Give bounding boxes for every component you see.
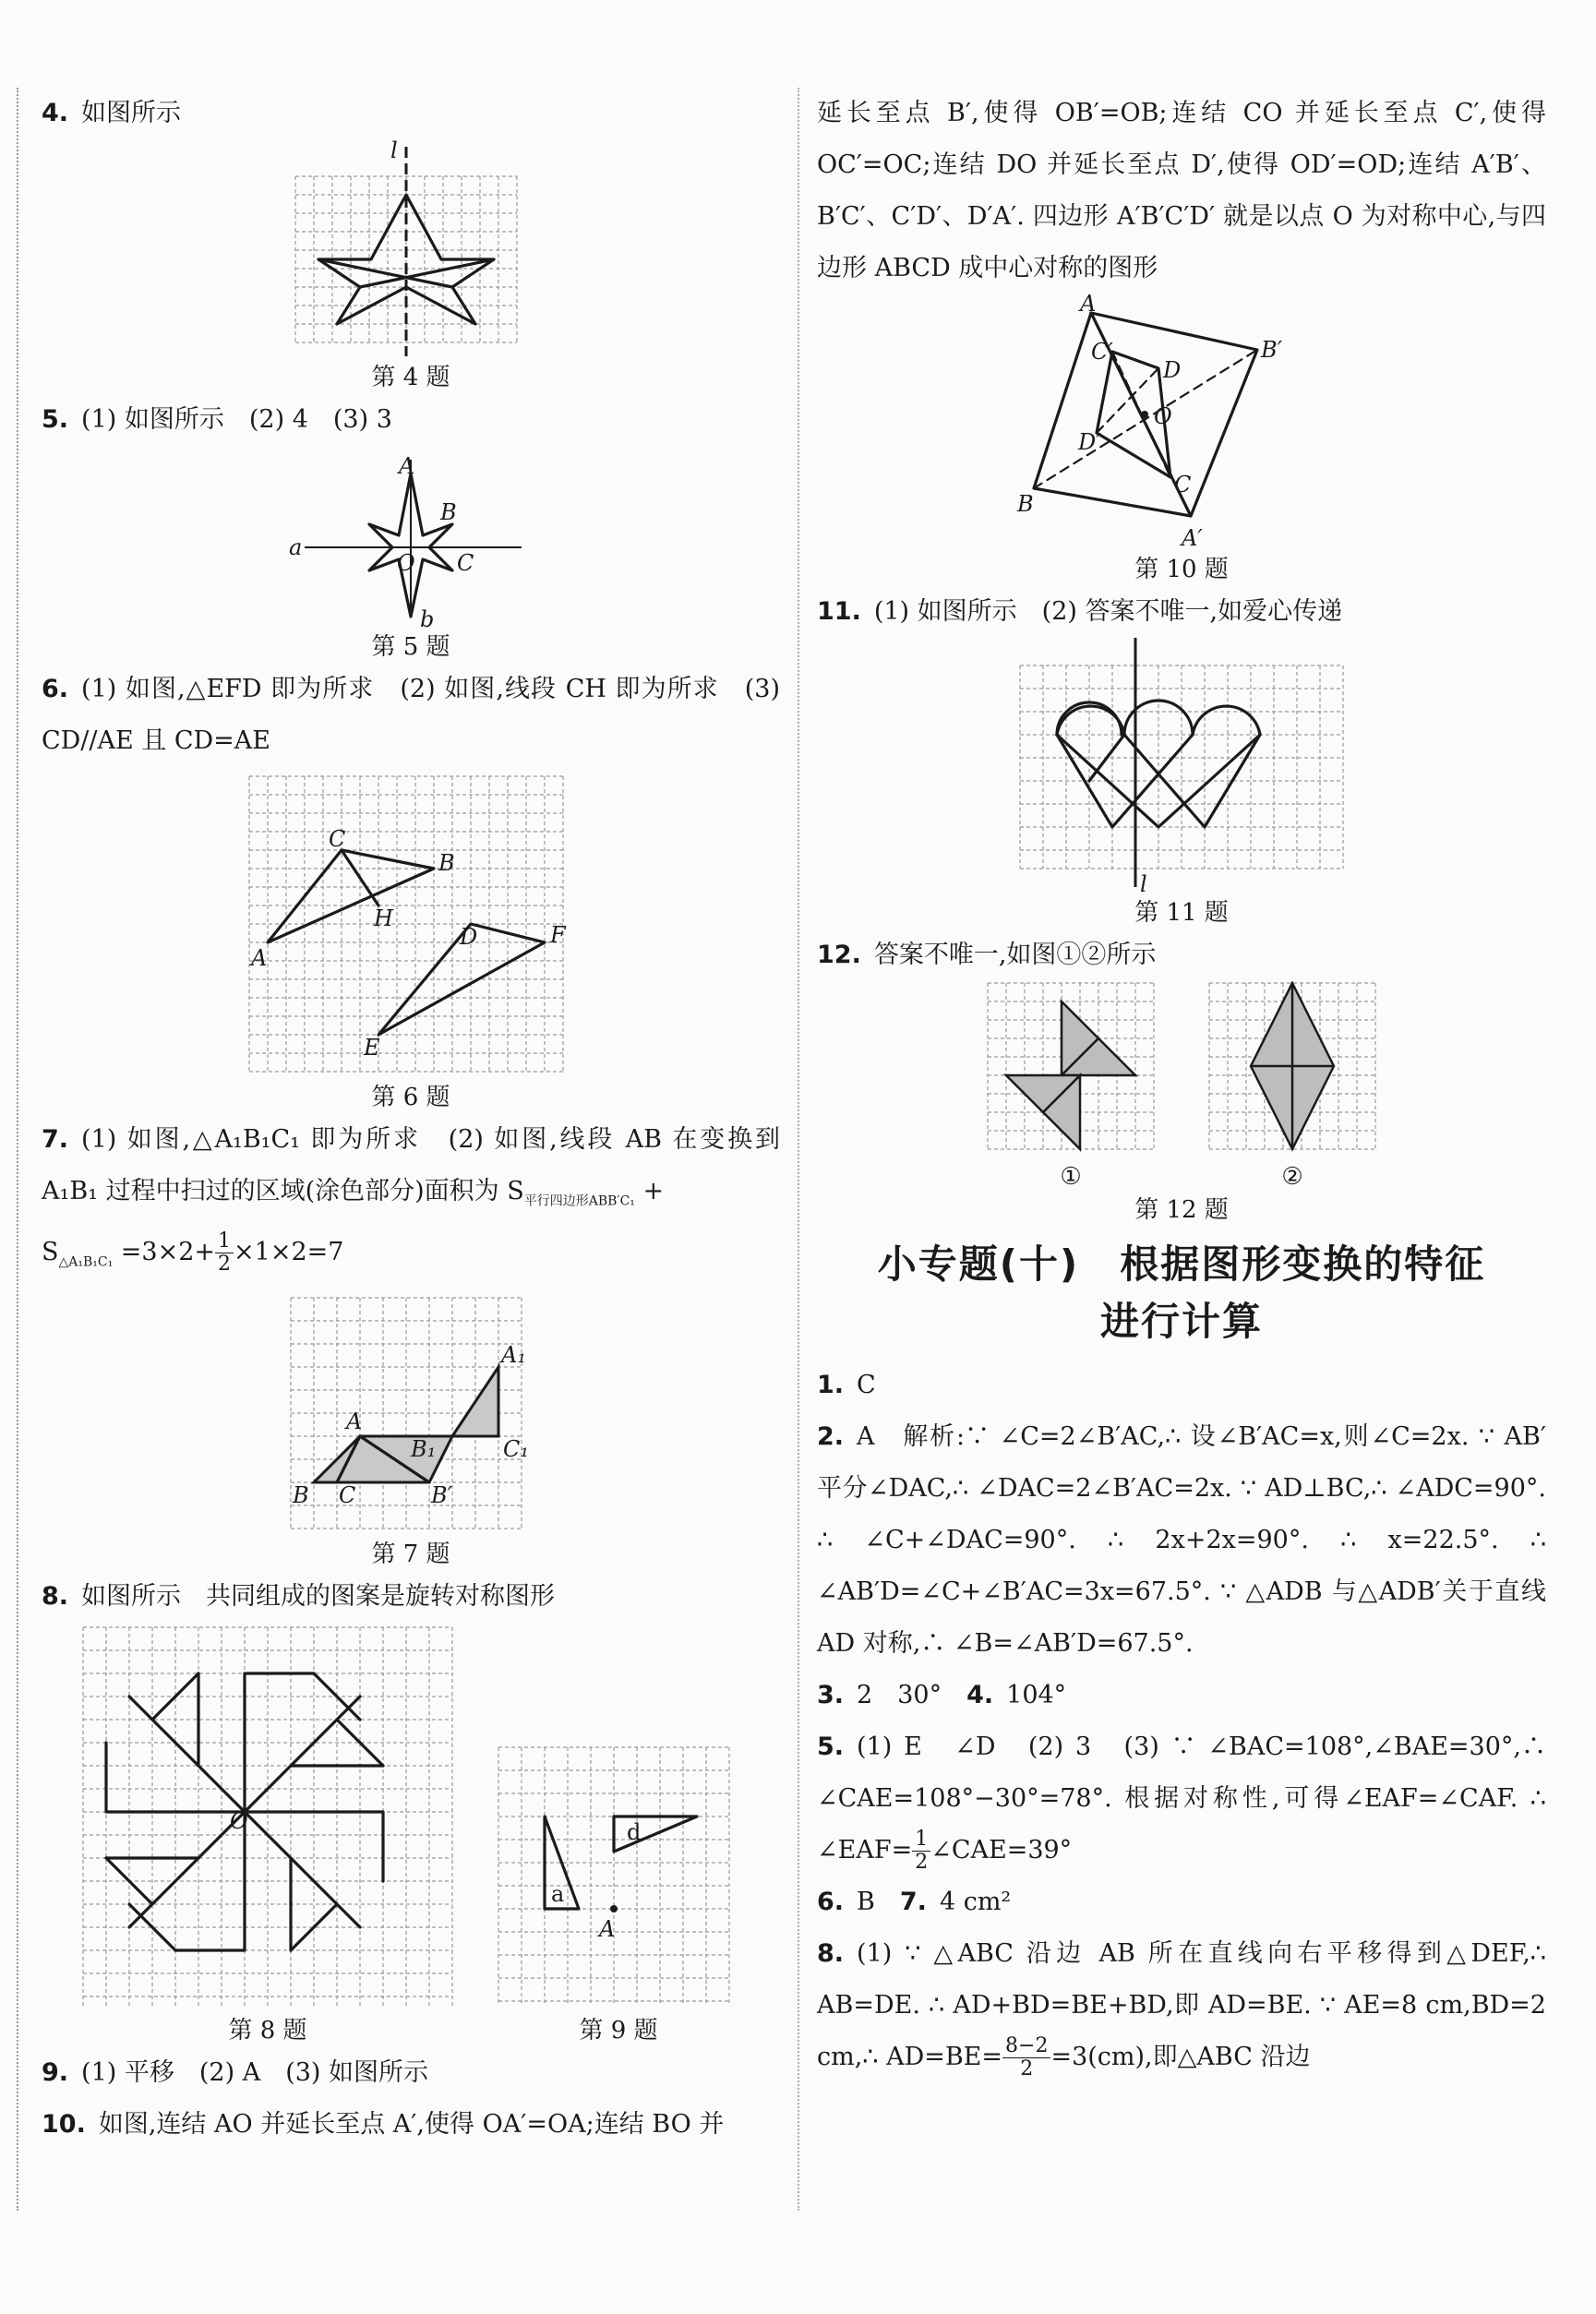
figure-5 <box>42 446 780 630</box>
answer-12: 12. 答案不唯一,如图①②所示 <box>817 941 1157 969</box>
svg-text:C: C <box>329 826 346 852</box>
axis-label-l: l <box>390 139 398 163</box>
left-column <box>42 88 780 2151</box>
caption-4: 第 4 题 <box>371 364 450 391</box>
figure-12-2 <box>1207 981 1378 1157</box>
answer-4: 4. 如图所示 <box>42 99 182 127</box>
svg-text:C′: C′ <box>1091 339 1113 365</box>
svg-text:C: C <box>457 550 474 576</box>
svg-text:a: a <box>551 1880 565 1907</box>
svg-text:D: D <box>1163 357 1182 383</box>
svg-text:B: B <box>1017 491 1034 517</box>
caption-6: 第 6 题 <box>371 1084 450 1111</box>
answer-s3-s4: 3. 2 30° 4. 104° <box>817 1681 1067 1709</box>
page-left-border <box>17 88 18 2211</box>
answer-10-start: 10. 如图,连结 AO 并延长至点 A′,使得 OA′=OA;连结 BO 并 <box>42 2109 725 2139</box>
svg-text:b: b <box>420 606 435 630</box>
figures-12 <box>817 981 1546 1193</box>
answer-6: 6. (1) 如图,△EFD 即为所求 (2) 如图,线段 CH 即为所求 (3) CD//AE 且 CD=AE <box>42 675 780 755</box>
answer-s1: 1. C <box>817 1371 876 1399</box>
svg-text:C₁: C₁ <box>503 1435 529 1462</box>
figure-9 <box>494 1743 743 2010</box>
caption-10: 第 10 题 <box>1134 556 1229 583</box>
caption-11: 第 11 题 <box>1134 899 1229 927</box>
svg-text:A′: A′ <box>1182 525 1203 551</box>
svg-text:a: a <box>289 534 303 560</box>
caption-5: 第 5 题 <box>371 633 450 661</box>
caption-8: 第 8 题 <box>228 2016 307 2044</box>
svg-text:B: B <box>293 1481 309 1508</box>
svg-text:B′: B′ <box>1261 337 1283 363</box>
svg-text:B′: B′ <box>431 1481 453 1508</box>
svg-text:A: A <box>399 453 415 479</box>
star-figure <box>258 139 563 361</box>
svg-text:B₁: B₁ <box>411 1435 437 1462</box>
figure-12-1-label: ① <box>1060 1163 1082 1191</box>
svg-text:D: D <box>460 924 478 950</box>
caption-12: 第 12 题 <box>1134 1196 1229 1224</box>
section-title: 小专题(十) 根据图形变换的特征 进行计算 <box>877 1241 1486 1344</box>
figures-8-9 <box>42 1623 780 2047</box>
svg-text:B: B <box>440 499 457 525</box>
figure-12-1 <box>986 981 1157 1157</box>
answer-s2: 2. A 解析:∵ ∠C=2∠B′AC,∴ 设∠B′AC=x,则∠C=2x. ∵ AB′平分∠DAC,∴ ∠DAC=2∠B′AC=2x. ∵ AD⊥BC,∴ ∠ADC=90°. ∴ ∠C+∠DAC=90°. ∴ 2x+2x=90°. ∴ x=22.5°. ∴ ∠AB′D=∠C+∠B′AC=3x=67.5°. ∵ △ADB 与△ADB′关于直线 AD 对称,∴ ∠B=∠AB′D=67.5°. <box>817 1422 1546 1658</box>
answer-s8: 8. (1) ∵ △ABC 沿边 AB 所在直线向右平移得到△DEF,∴ AB=DE. ∴ AD+BD=BE+BD,即 AD=BE. ∵ AE=8 cm,BD=2 cm,∴ AD=BE= $\frac{8-2}{2}$ =3(cm),即△ABC 沿边 <box>817 1939 1546 2080</box>
right-column <box>817 88 1546 2083</box>
answer-5: 5. (1) 如图所示 (2) 4 (3) 3 <box>42 405 392 434</box>
svg-text:A: A <box>346 1408 363 1434</box>
answer-s6-s7: 6. B 7. 4 cm² <box>817 1888 1012 1916</box>
column-divider <box>798 88 799 2211</box>
svg-text:C: C <box>1174 472 1192 498</box>
figure-10 <box>817 294 1546 553</box>
svg-text:d: d <box>627 1818 642 1845</box>
figure-8 <box>78 1623 457 2010</box>
figure-4 <box>42 139 780 361</box>
figure-7 <box>42 1289 780 1538</box>
answer-11: 11. (1) 如图所示 (2) 答案不唯一,如爱心传递 <box>817 597 1343 626</box>
figure-6 <box>42 767 780 1081</box>
svg-text:O: O <box>1154 403 1172 429</box>
svg-text:E: E <box>364 1035 380 1061</box>
caption-7: 第 7 题 <box>371 1540 450 1568</box>
svg-text:A₁: A₁ <box>501 1341 526 1368</box>
caption-9: 第 9 题 <box>579 2016 658 2044</box>
svg-text:D′: D′ <box>1078 429 1101 455</box>
answer-8: 8. 如图所示 共同组成的图案是旋转对称图形 <box>42 1581 556 1611</box>
answer-7: 7. (1) 如图,△A₁B₁C₁ 即为所求 (2) 如图,线段 AB 在变换到 A₁B₁ 过程中扫过的区域(涂色部分)面积为 $S_{平行四边形ABB'C_1}$ + $S_{\triangle A_1B_1C_1} =3\times 2+$ $\frac{1}{2}$ ×1×2=7 <box>42 1125 780 1277</box>
svg-text:B: B <box>438 850 455 876</box>
answer-10-cont: 延长至点 B′,使得 OB′=OB;连结 CO 并延长至点 C′,使得 OC′=OC;连结 DO 并延长至点 D′,使得 OD′=OD;连结 A′B′、B′C′、C′D′、D′A′. 四边形 A′B′C′D′ 就是以点 O 为对称中心,与四边形 ABCD 成中心对称的图形 <box>817 99 1546 282</box>
figure-12-2-label: ② <box>1281 1163 1303 1191</box>
answer-s5: 5. (1) E ∠D (2) 3 (3) ∵ ∠BAC=108°,∠BAE=30°,∴ ∠CAE=108°−30°=78°. 根据对称性,可得∠EAF=∠CAF. ∴ ∠EAF= $\frac{1}{2}$ ∠CAE=39° <box>817 1733 1546 1874</box>
answer-9: 9. (1) 平移 (2) A (3) 如图所示 <box>42 2057 429 2087</box>
svg-text:O: O <box>230 1807 248 1834</box>
svg-text:F: F <box>550 922 566 948</box>
figure-11 <box>817 638 1546 896</box>
svg-text:H: H <box>374 905 393 931</box>
svg-text:A: A <box>251 945 268 971</box>
svg-text:O: O <box>397 550 415 576</box>
svg-text:l: l <box>1140 871 1147 896</box>
svg-text:C: C <box>339 1481 356 1508</box>
svg-text:A: A <box>1080 294 1097 317</box>
svg-text:A: A <box>599 1915 616 1942</box>
